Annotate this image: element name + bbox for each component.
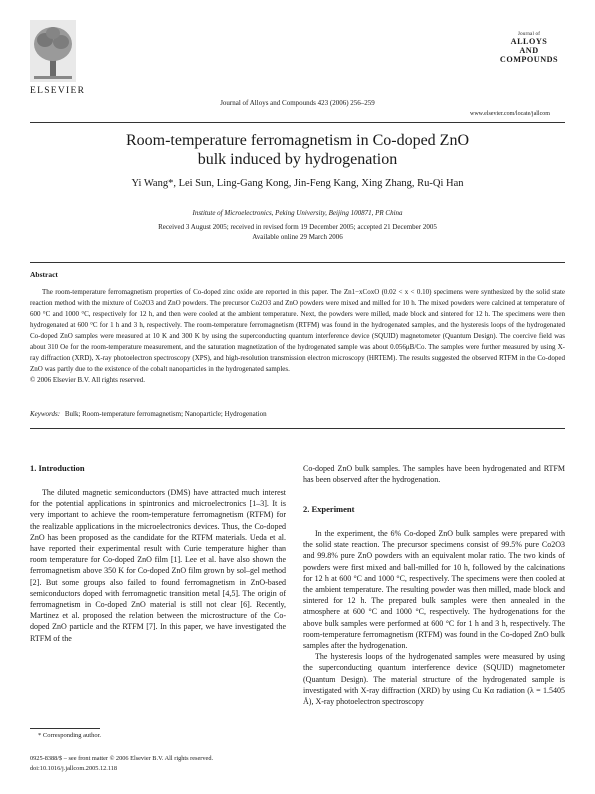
journal-logo-line3: AND COMPOUNDS <box>499 46 559 64</box>
keywords <box>30 410 565 418</box>
received-dates <box>0 222 595 242</box>
journal-url[interactable]: www.elsevier.com/locate/jallcom <box>470 111 550 117</box>
journal-reference: Journal of Alloys and Compounds 423 (2006) 256–259 <box>220 99 375 107</box>
paper-title <box>0 131 595 169</box>
keywords-label: Keywords: <box>30 410 61 418</box>
keywords-list: Bulk; Room-temperature ferromagnetism; Nanoparticle; Hydrogenation <box>64 410 267 418</box>
corresponding-author-footnote: * Corresponding author. <box>38 732 102 739</box>
elsevier-tree-logo <box>30 20 76 82</box>
header-rule <box>30 122 565 123</box>
journal-logo <box>495 20 563 80</box>
footnote-rule <box>30 728 100 729</box>
experiment-text <box>303 528 565 707</box>
affiliation: Institute of Microelectronics, Peking University, Beijing 100871, PR China <box>192 209 403 217</box>
right-column-text <box>303 463 565 485</box>
copyright-line: © 2006 Elsevier B.V. All rights reserved. <box>30 376 146 384</box>
abstract-bottom-rule <box>30 428 565 429</box>
title-line-2: bulk induced by hydrogenation <box>197 151 398 168</box>
journal-logo-line2: ALLOYS <box>510 37 548 46</box>
section-heading-introduction: 1. Introduction <box>30 463 85 473</box>
introduction-text <box>30 487 286 644</box>
section-heading-experiment: 2. Experiment <box>303 504 355 514</box>
intro-paragraph-1: The diluted magnetic semiconductors (DMS) have attracted much interest for the potential applications in spintronics and microelectronics [1–3]. It is very important to achieve the room-temperature ferromagnetism (RTFM) for the realizable applications in the microelectronics devices. Thus, the Co-doped ZnO has been proposed as the candidate for the RTFM materials. Ueda et al. have reported their experimental result with Curie temperature higher than room temperature for Co-doped ZnO film [1]. Lee et al. have also shown the ferromagnetism above 350 K for Co-doped ZnO film grown by sol–gel method [2]. But some groups also failed to found ferromagnetism in ZnO-based semiconductors doped with ferromagnetic transition metal [4,5]. The origin of ferromagnetism in Co-doped ZnO material is still not clear [6]. Recently, Martinez et al. proposed the relation between the microstructure of the Co-doped ZnO particle and the RTFM [7]. In this paper, we have investigated the RTFM of the <box>30 488 286 643</box>
experiment-paragraph-1: In the experiment, the 6% Co-doped ZnO bulk samples were prepared with the solid state reaction. The precursor specimens consist of 99.5% pure Co2O3 and 99.8% pure ZnO powders with an equivalent molar ratio. The two kinds of powders were first mixed and ball-milled for 10 h, followed by the calcinations for 12 h at 600 °C and 1000 °C, respectively. The specimens were then cooled at the ambient temperature. The resulting powder was then milled, made block and sintered for 12 h. The prepared bulk samples were then annealed in the atmosphere at 600 °C and 1000 °C, respectively. The hydrogenations for the above bulk samples were performed at 600 °C for 1 h and 3 h, respectively. The room-temperature ferromagnetism (RTFM) was found in the Co-doped ZnO bulk samples after the hydrogenation. <box>303 529 565 651</box>
intro-paragraph-continued: Co-doped ZnO bulk samples. The samples have been hydrogenated and RTFM has been observed after the hydrogenation. <box>303 464 565 485</box>
issn-line: 0925-8388/$ – see front matter © 2006 Elsevier B.V. All rights reserved. <box>30 755 214 762</box>
abstract-body <box>30 287 565 386</box>
doi-link[interactable]: doi:10.1016/j.jallcom.2005.12.118 <box>30 765 118 772</box>
received-line: Received 3 August 2005; received in revised form 19 December 2005; accepted 21 December 2005 <box>158 223 437 231</box>
journal-logo-line1: Journal of <box>517 32 541 37</box>
abstract-heading: Abstract <box>30 270 58 279</box>
abstract-top-rule <box>30 262 565 263</box>
author-list: Yi Wang*, Lei Sun, Ling-Gang Kong, Jin-Feng Kang, Xing Zhang, Ru-Qi Han <box>131 178 464 189</box>
online-line: Available online 29 March 2006 <box>252 233 343 241</box>
front-matter <box>30 754 213 774</box>
experiment-paragraph-2: The hysteresis loops of the hydrogenated samples were measured by using the superconducting quantum interference device (SQUID) magnetometer (Quantum Design). The material structure of the hydrogenated sample is investigated with X-ray diffraction (XRD) by using Cu Kα radiation (λ = 1.5405 Å), X-ray photoelectron spectroscopy <box>303 652 565 707</box>
abstract-text: The room-temperature ferromagnetism properties of Co-doped zinc oxide are reported in this paper. The Zn1−xCoxO (0.02 < x < 0.10) specimens were synthesized by the solid state reaction method with the mixture of Co2O3 and ZnO powders. The precursor Co2O3 and ZnO powders were mixed and milled for 10 h. The mixed powders were calcined at temperature of 600 °C and 1000 °C, respectively for 12 h, and then were cooled at the ambient temperature. Next, the powders were milled, made block and sintered for 12 h. The specimens were then hydrogenated at 600 °C for 1 h and 3 h, respectively. The room-temperature ferromagnetism (RTFM) was found in the hydrogenated samples, and the hysteresis loops of the hydrogenated Co-doped ZnO samples were measured at 10 K and 300 K by using the superconducting quantum interference device (SQUID) magnetometer (Quantum Design). The coercive field was about 310 Oe for the room-temperature measurement, and the saturation magnetization of the hydrogenated sample was about 0.056μB/Co. The samples were further measured by using X-ray diffraction (XRD), X-ray photoelectron spectroscopy (XPS), and high-resolution transmission electron microscopy (HRTEM). The results suggested the observed RTFM in the Co-doped ZnO was partly due to the existence of the cobalt nanoparticles in the hydrogenated samples. <box>30 288 565 373</box>
title-line-1: Room-temperature ferromagnetism in Co-doped ZnO <box>125 132 469 149</box>
publisher-name: ELSEVIER <box>30 86 86 96</box>
